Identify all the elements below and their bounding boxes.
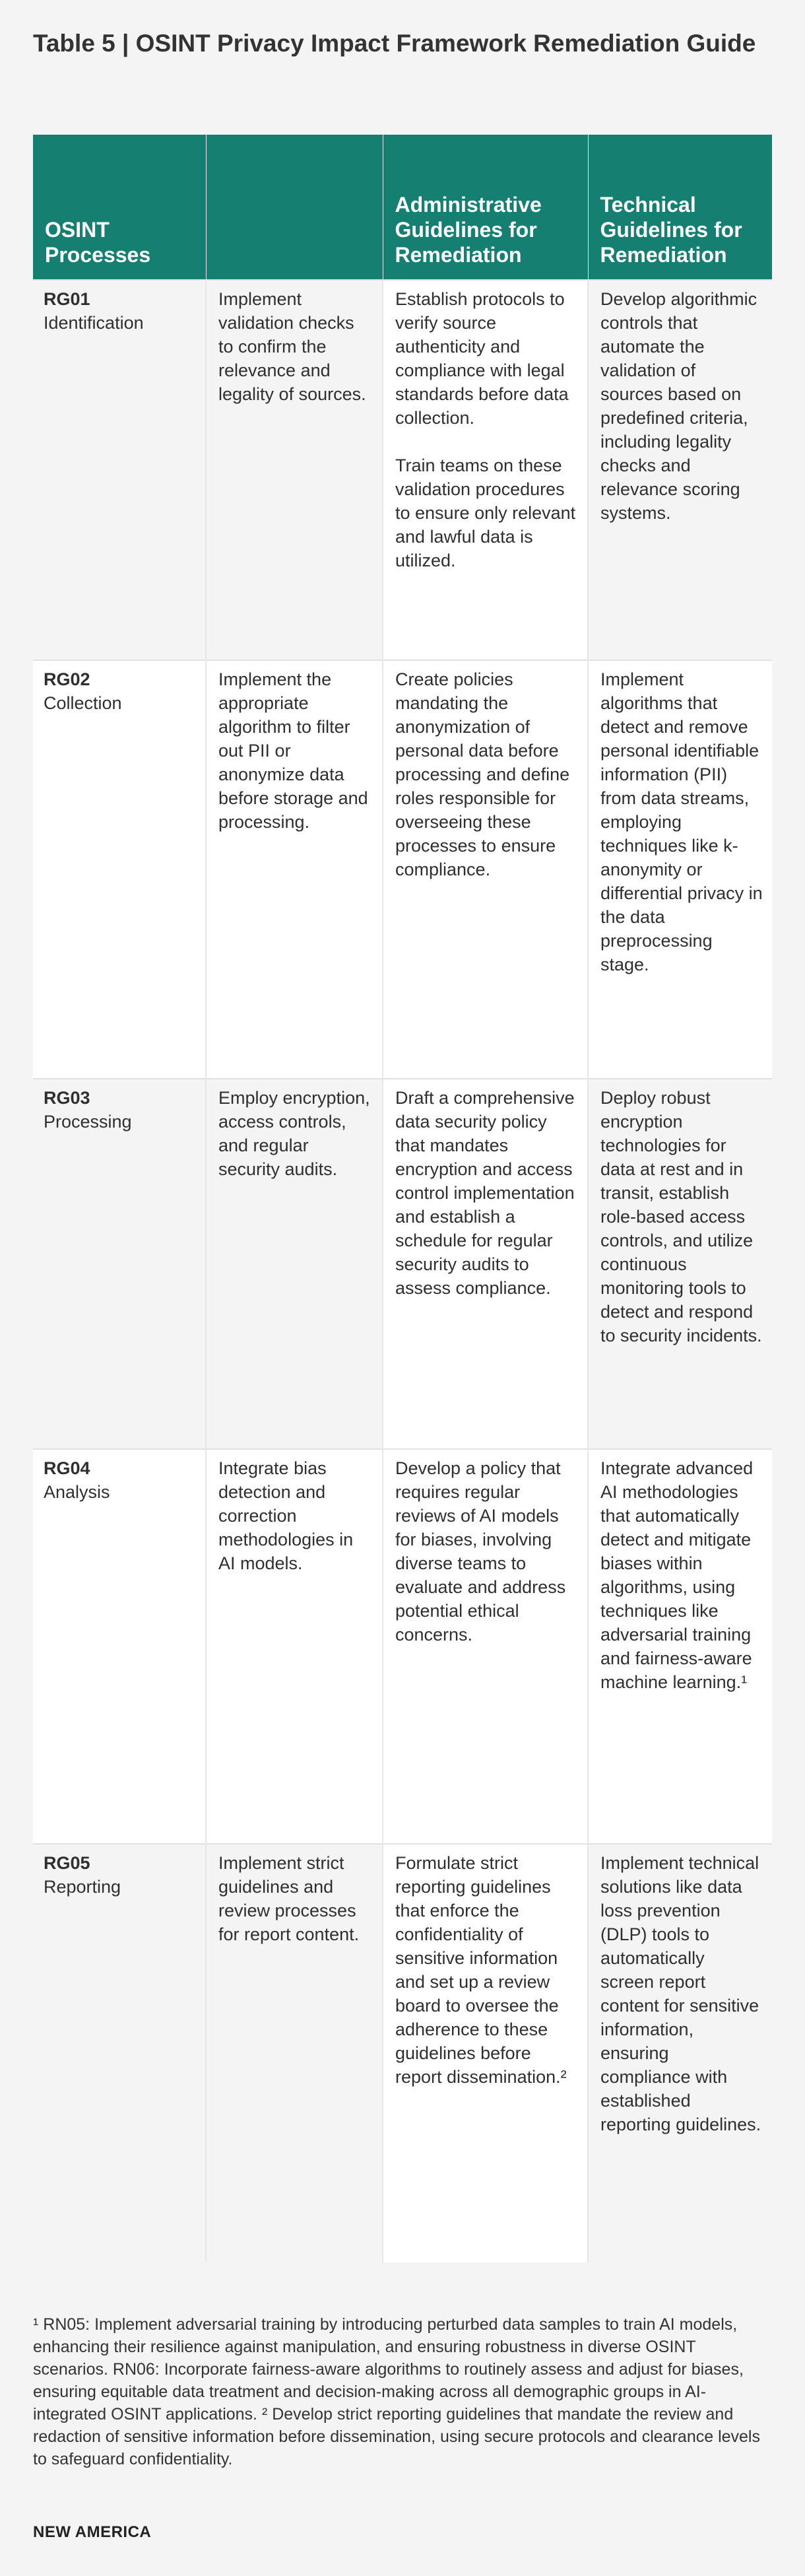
remediation-table: [33, 135, 772, 2262]
table-row: [33, 1449, 772, 1844]
row-process: Analysis: [44, 1482, 110, 1502]
technical-cell: Develop algorithmic controls that automate the validation of sources based on predefined criteria, including legality checks and relevance scoring systems.: [588, 280, 772, 660]
table-row: [33, 280, 772, 660]
footnotes: ¹ RN05: Implement adversarial training by introducing perturbed data samples to train AI models, enhancing their resilience against manipulation, and ensuring robustness in diverse OSINT scenarios. RN06: Incorporate fairness-aware algorithms to routinely assess and adjust for biases, ensuring equitable data treatment and decision-making across all demographic groups in AI-integrated OSINT applications. ² Develop strict reporting guidelines that mandate the review and redaction of sensitive information before dissemination, using secure protocols and clearance levels to safeguard confidentiality.: [33, 2315, 760, 2468]
technical-cell: Integrate advanced AI methodologies that automatically detect and mitigate biases within algorithms, using techniques like adversarial training and fairness-aware machine learning.¹: [588, 1449, 772, 1844]
row-process: Identification: [44, 313, 144, 333]
admin-paragraph: Draft a comprehensive data security policy that mandates encryption and access control implementation and establish a schedule for regular security audits to assess compliance.: [395, 1088, 575, 1298]
header-administrative-guidelines: Administrative Guidelines for Remediation: [383, 135, 588, 280]
brand-logo-text: NEW AMERICA: [33, 2523, 152, 2541]
process-cell: [33, 660, 206, 1079]
process-cell: [33, 1449, 206, 1844]
admin-paragraph: Train teams on these validation procedures to ensure only relevant and lawful data is utilized.: [395, 456, 576, 570]
row-code: RG01: [44, 289, 90, 309]
admin-cell: [383, 1449, 588, 1844]
row-process: Reporting: [44, 1877, 121, 1897]
admin-cell: [383, 660, 588, 1079]
table-row: [33, 1079, 772, 1449]
table-row: [33, 1844, 772, 2262]
header-technical-guidelines: Technical Guidelines for Remediation: [588, 135, 772, 280]
row-code: RG05: [44, 1853, 90, 1873]
page-title: Table 5 | OSINT Privacy Impact Framework Remediation Guide: [33, 30, 756, 57]
admin-paragraph: Develop a policy that requires regular reviews of AI models for biases, involving diverse teams to evaluate and address potential ethical concerns.: [395, 1458, 566, 1644]
header-osint-processes: OSINT Processes: [33, 135, 206, 280]
guideline-cell: Implement strict guidelines and review processes for report content.: [206, 1844, 383, 2262]
guideline-cell: Integrate bias detection and correction methodologies in AI models.: [206, 1449, 383, 1844]
admin-cell: [383, 1079, 588, 1449]
admin-paragraph: Establish protocols to verify source authenticity and compliance with legal standards before data collection.: [395, 289, 569, 428]
row-code: RG04: [44, 1458, 90, 1478]
header-blank: [206, 135, 383, 280]
process-cell: [33, 1079, 206, 1449]
row-process: Processing: [44, 1112, 132, 1132]
technical-cell: Deploy robust encryption technologies for data at rest and in transit, establish role-based access controls, and utilize continuous monitoring tools to detect and respond to security incidents.: [588, 1079, 772, 1449]
table-header: [33, 135, 772, 280]
row-code: RG02: [44, 669, 90, 689]
guideline-cell: Implement the appropriate algorithm to filter out PII or anonymize data before storage and processing.: [206, 660, 383, 1079]
process-cell: [33, 280, 206, 660]
guideline-cell: Implement validation checks to confirm the relevance and legality of sources.: [206, 280, 383, 660]
admin-cell: [383, 280, 588, 660]
admin-cell: [383, 1844, 588, 2262]
row-code: RG03: [44, 1088, 90, 1108]
table-row: [33, 660, 772, 1079]
admin-paragraph: Create policies mandating the anonymization of personal data before processing and define roles responsible for overseeing these processes to ensure compliance.: [395, 669, 570, 879]
row-process: Collection: [44, 693, 122, 713]
process-cell: [33, 1844, 206, 2262]
admin-paragraph: Formulate strict reporting guidelines that enforce the confidentiality of sensitive information and set up a review board to oversee the adherence to these guidelines before report dissemination.²: [395, 1853, 567, 2087]
guideline-cell: Employ encryption, access controls, and regular security audits.: [206, 1079, 383, 1449]
technical-cell: Implement technical solutions like data loss prevention (DLP) tools to automatically screen report content for sensitive information, ensuring compliance with established reporting guidelines.: [588, 1844, 772, 2262]
technical-cell: Implement algorithms that detect and remove personal identifiable information (PII) from data streams, employing techniques like k-anonymity or differential privacy in the data preprocessing stage.: [588, 660, 772, 1079]
